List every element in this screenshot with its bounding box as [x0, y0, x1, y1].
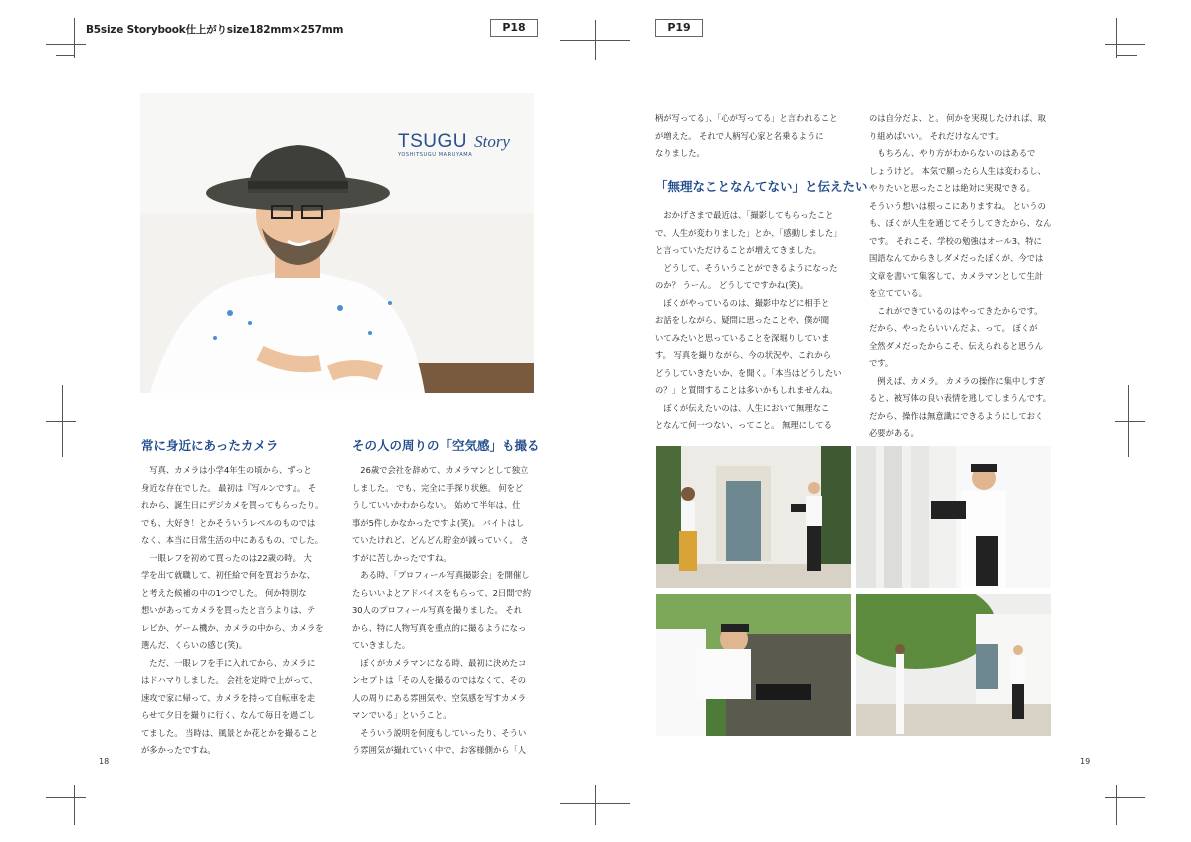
print-slug: B5size Storybook仕上がりsize182mm×257mm [86, 24, 344, 36]
logo-name: YOSHITSUGU MARUYAMA [398, 152, 473, 158]
paragraph: どうして、そういうことができるようになった のか？ うーん。 どうしてですかね(笑)。 [655, 262, 838, 290]
body-column-1 [141, 462, 331, 760]
page-number-right: 19 [1080, 757, 1091, 766]
paragraph: ある時、「プロフィール写真撮影会」を開催し たらいいよとアドバイスをもらって、2日間で約 30人のプロフィール写真を撮りました。 それ から、特に人物写真を重点的に撮るようになっ ていきました。 [352, 570, 532, 650]
photo-tree-shoot [856, 594, 1051, 736]
paragraph: 写真、カメラは小学4年生の頃から、ずっと 身近な存在でした。 最初は『写ルンです』。 そ れから、誕生日にデジカメを買ってもらったり。 でも、大好き！とかそういうレベルのものでは なく、本当に日常生活の中にあるもの、でした。 [141, 465, 324, 545]
paragraph: ぼくがやっているのは、撮影中などに相手と お話をしながら、疑問に思ったことや、僕が聞 いてみたいと思っていることを深堀りしていま す。 写真を撮りながら、今の状況や、これから どうしていきたいか、を聞く。「本当はどうしたい の？」と質問することは多いかもしれませんね。 [655, 297, 842, 395]
paragraph: 26歳で会社を辞めて、カメラマンとして独立 しました。 でも、完全に手探り状態。 何をど うしていいかわからない。 始めて半年は、仕 事が5件しかなかったですよ(笑)。 バイトはし ていたけれど、どんどん貯金が減っていく。 さ すがに苦しかったですね。 [352, 465, 529, 563]
paragraph: 一眼レフを初めて買ったのは22歳の時。 大 学を出て就職して、初任給で何を買おうかな、 と考えた候補の中の1つでした。 何か特別な 想いがあってカメラを買ったと言うよりは、テ レビか、ゲーム機か、カメラの中から、カメラを 選んだ、くらいの感じ(笑)。 [141, 552, 324, 650]
paragraph: ぼくがカメラマンになる時、最初に決めたコ ンセプトは「その人を撮るのではなくて、その 人の周りにある雰囲気や、空気感を写すカメラ マンでいる」ということ。 [352, 657, 527, 720]
paragraph: ぼくが伝えたいのは、人生において無理なこ となんて何一つない、ってこと。 無理にしてる [655, 402, 832, 430]
paragraph: そういう説明を何度もしていったり、そうい う雰囲気が撮れていく中で、お客様側から「人 [352, 727, 527, 755]
photo-pillars-shoot [856, 446, 1051, 588]
paragraph: これができているのはやってきたからです。 だから、やったらいいんだよ、って。 ぼくが 全然ダメだったからこそ、伝えられると思うん です。 [869, 305, 1044, 368]
page-tag-left: P18 [490, 19, 538, 37]
photo-door-shoot [656, 446, 851, 588]
paragraph: 例えば、カメラ。 カメラの操作に集中しすぎ ると、被写体の良い表情を逃してしまうんです。 だから、操作は無意識にできるようにしておく 必要がある。 [869, 375, 1051, 438]
body-column-4 [869, 110, 1059, 443]
paragraph: もちろん、やり方がわからないのはあるで しょうけど。 本気で願ったら人生は変わるし、 やりたいと思ったことは絶対に実現できる。 そういう想いは根っこにありますね。 というの も、ぼくが人生を通じてそうしてきたから、なん です。 それこそ、学校の勉強はオール3、特に 国語なんてからきしダメだったぼくが、今では 文章を書いて集客して、カメラマンとして生計 を立てている。 [869, 148, 1052, 298]
page-tag-right: P19 [655, 19, 703, 37]
photo-ground-shoot [656, 594, 851, 736]
paragraph: おかげさまで最近は、「撮影してもらったこと で、人生が変わりました」とか、「感動しました」 と言っていただけることが増えてきました。 [655, 210, 842, 255]
body-column-3 [655, 110, 845, 163]
body-column-3-cont [655, 207, 845, 435]
logo-script: Story [474, 132, 510, 151]
body-column-2 [352, 462, 542, 760]
portrait-photo [140, 93, 534, 393]
logo-main: TSUGU [398, 131, 467, 152]
section-heading-camera: 常に身近にあったカメラ [141, 438, 279, 453]
section-heading-atmosphere: その人の周りの「空気感」も撮る [352, 438, 540, 453]
paragraph: ただ、一眼レフを手に入れてから、カメラに はドハマりしました。 会社を定時で上がって、 速攻で家に帰って、カメラを持って自転車を走 らせて夕日を撮りに行く、なんて毎日を過ごし てました。 当時は、風景とか花とかを撮ること が多かったですね。 [141, 657, 318, 755]
section-heading-nothing-impossible: 「無理なことなんてない」と伝えたい [655, 179, 868, 194]
paragraph: 柄が写ってる」、「心が写ってる」と言われること が増えた。 それで人柄写心家と名乗るように なりました。 [655, 113, 838, 158]
paragraph: のは自分だよ、と。 何かを実現したければ、取 り組めばいい。 それだけなんです。 [869, 113, 1046, 141]
logo [398, 131, 518, 158]
page-number-left: 18 [99, 757, 110, 766]
